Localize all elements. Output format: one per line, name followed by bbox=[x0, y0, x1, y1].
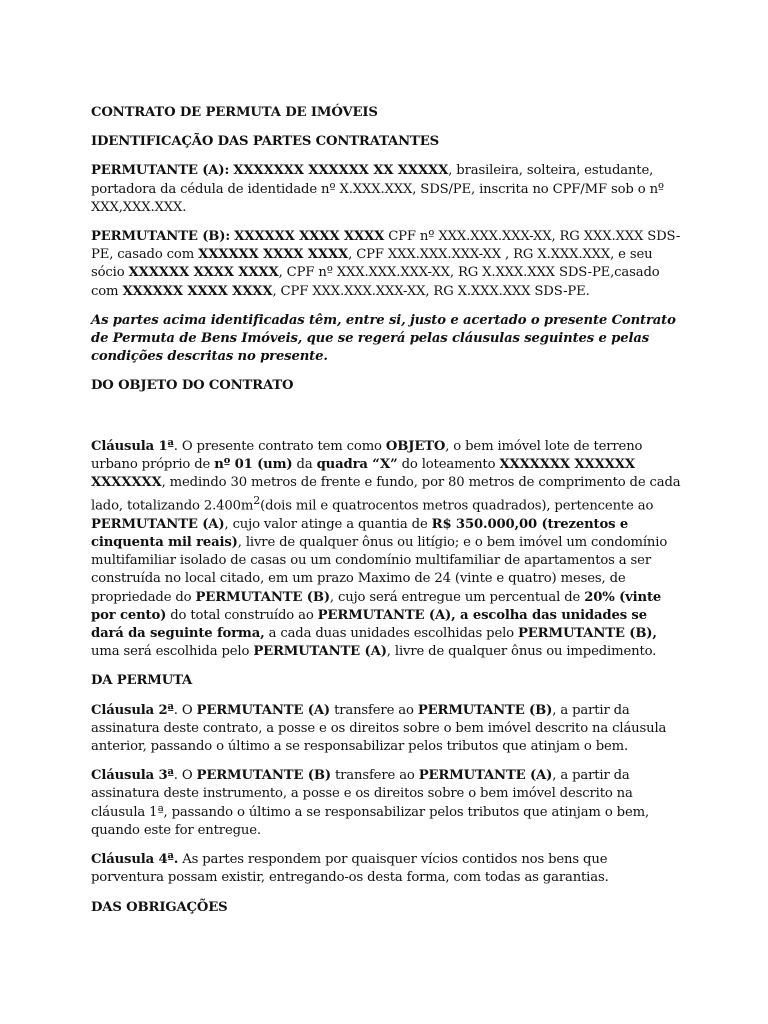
party-b-name: XXXXXX XXXX XXXX bbox=[234, 229, 385, 245]
clause-2-label: Cláusula 2ª bbox=[91, 702, 174, 718]
party-a-name: XXXXXXX XXXXXX XX XXXXX bbox=[233, 163, 449, 179]
party-b-spouse: XXXXXX XXXX XXXX bbox=[198, 247, 349, 263]
section-heading-exchange: DA PERMUTA bbox=[91, 673, 193, 689]
clause-2-paragraph: Cláusula 2ª. O PERMUTANTE (A) transfere ao PERMUTANTE (B), a partir da assinatura deste contrato, a posse e os direitos sobre o bem imóvel descrito na cláusula anterior, passando o último a se responsabilizar pelos tributos que atinjam o bem. bbox=[91, 702, 667, 755]
clause-4-label: Cláusula 4ª. bbox=[91, 852, 179, 868]
section-heading-parties: IDENTIFICAÇÃO DAS PARTES CONTRATANTES bbox=[91, 134, 439, 150]
clause-3-paragraph: Cláusula 3ª. O PERMUTANTE (B) transfere ao PERMUTANTE (A), a partir da assinatura deste instrumento, a posse e os direitos sobre o bem imóvel descrito na cláusula 1ª, passando o último a se responsabilizar pelos tributos que atinjam o bem, quando este for entregue. bbox=[91, 768, 649, 838]
document-page bbox=[91, 104, 683, 928]
document-title: CONTRATO DE PERMUTA DE IMÓVEIS bbox=[91, 105, 378, 120]
party-b-label: PERMUTANTE (B): bbox=[91, 229, 231, 245]
party-b-paragraph: PERMUTANTE (B): XXXXXX XXXX XXXX CPF nº XXX.XXX.XXX-XX, RG XXX.XXX SDS-PE, casado com XXXXXX XXXX XXXX, CPF XXX.XXX.XXX-XX , RG X.XXX.XXX, e seu sócio XXXXXX XXXX XXXX, CPF nº XXX.XXX.XXX-XX, RG X.XXX.XXX SDS-PE,casado com XXXXXX XXXX XXXX, CPF XXX.XXX.XXX-XX, RG X.XXX.XXX SDS-PE. bbox=[91, 229, 681, 299]
section-heading-object: DO OBJETO DO CONTRATO bbox=[91, 378, 294, 394]
clause-1-paragraph: Cláusula 1ª. O presente contrato tem como OBJETO, o bem imóvel lote de terreno urbano próprio de nº 01 (um) da quadra “X” do loteamento XXXXXXX XXXXXX XXXXXXX, medindo 30 metros de frente e fundo, por 80 metros de comprimento de cada lado, totalizando $2.400m^2(dois$ mil e quatrocentos metros quadrados), pertencente ao PERMUTANTE (A), cujo valor atinge a quantia de R$ 350.000,00 (trezentos e cinquenta mil reais), livre de qualquer ônus ou litígio; e o bem imóvel um condomínio multifamiliar isolado de casas ou um condomínio multifamiliar de apartamentos a ser construída no local citado, em um prazo Maximo de 24 (vinte e quatro) meses, de propriedade do PERMUTANTE (B), cujo será entregue um percentual de 20% (vinte por cento) do total construído ao PERMUTANTE (A), a escolha das unidades se dará da seguinte forma, a cada duas unidades escolhidas pelo PERMUTANTE (B), uma será escolhida pelo PERMUTANTE (A), livre de qualquer ônus ou impedimento. bbox=[91, 438, 681, 660]
party-b-partner-spouse: XXXXXX XXXX XXXX bbox=[122, 283, 273, 299]
clause-4-paragraph: Cláusula 4ª. As partes respondem por quaisquer vícios contidos nos bens que porventura possam existir, entregando-os desta forma, com todas as garantias. bbox=[91, 852, 609, 886]
section-heading-obligations: DAS OBRIGAÇÕES bbox=[91, 899, 228, 915]
party-a-paragraph bbox=[91, 162, 683, 217]
intro-paragraph: As partes acima identificadas têm, entre si, justo e acertado o presente Contrato de Permuta de Bens Imóveis, que se regerá pelas cláusulas seguintes e pelas condições descritas no presente. bbox=[91, 312, 676, 365]
party-a-text: , brasileira, solteira, estudante, portadora da cédula de identidade nº X.XXX.XXX, SDS/PE, inscrita no CPF/MF sob o nº XXX,XXX.XXX. bbox=[91, 163, 664, 215]
party-b-partner: XXXXXX XXXX XXXX bbox=[128, 265, 279, 281]
clause-1-label: Cláusula 1ª bbox=[91, 438, 174, 454]
party-a-label: PERMUTANTE (A): bbox=[91, 163, 230, 179]
clause-3-label: Cláusula 3ª bbox=[91, 768, 174, 784]
